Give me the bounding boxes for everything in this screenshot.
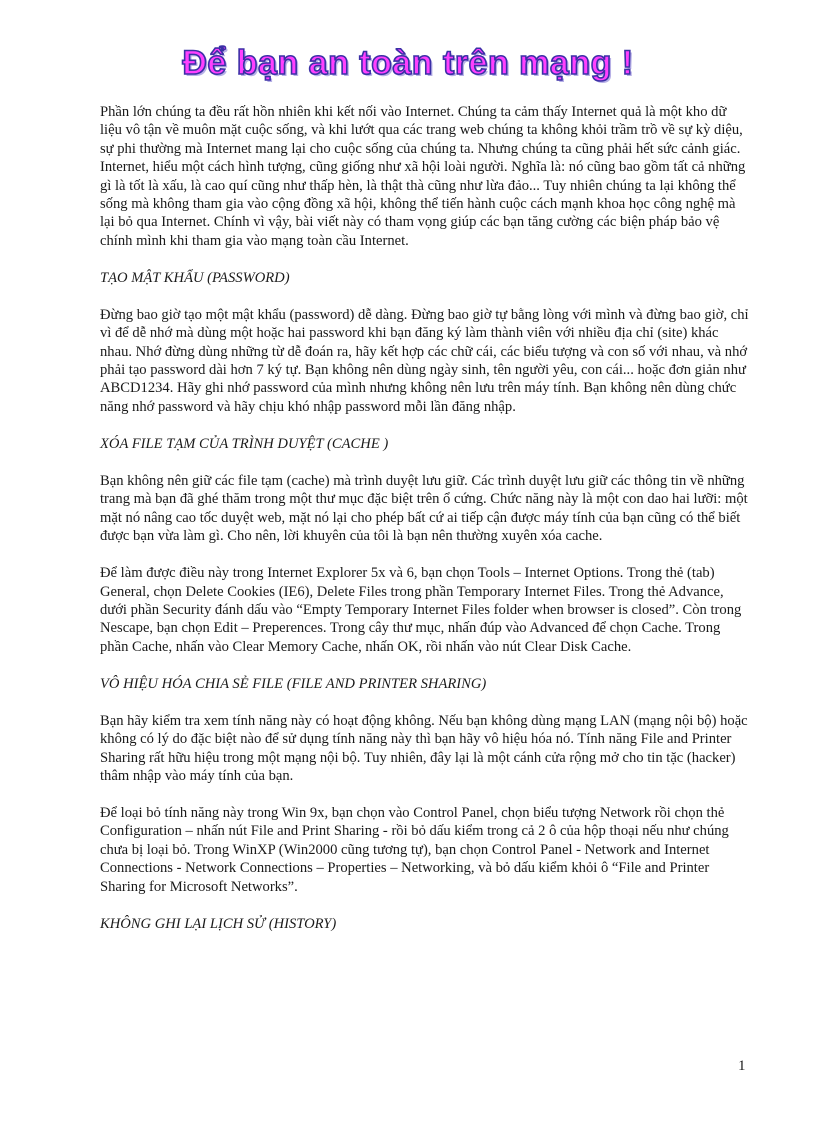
section-heading-password: TẠO MẬT KHẨU (PASSWORD) (100, 269, 290, 286)
password-paragraph: Đừng bao giờ tạo một mật khẩu (password) dễ dàng. Đừng bao giờ tự bằng lòng với mình và đừng bao giờ, chỉ vì để dễ nhớ mà dùng một hoặc hai password khi bạn đăng ký làm thành viên với nhiều địa chỉ (site) khác nhau. Nhớ đừng dùng những từ dễ đoán ra, hãy kết hợp các chữ cái, các biểu tượng và con số với nhau, và nhớ phải tạo password dài hơn 7 ký tự. Bạn không nên dùng ngày sinh, tên người yêu, con cái... hoặc đơn giản như ABCD1234. Hãy ghi nhớ password của mình nhưng không nên lưu trên máy tính. Bạn không nên dùng chức năng nhớ password và hãy chịu khó nhập password mỗi lần đăng nhập. (100, 306, 749, 415)
section-heading-sharing: VÔ HIỆU HÓA CHIA SẺ FILE (FILE AND PRINTER SHARING) (100, 675, 487, 692)
cache-paragraph-2: Để làm được điều này trong Internet Explorer 5x và 6, bạn chọn Tools – Internet Options. Trong thẻ (tab) General, chọn Delete Cookies (IE6), Delete Files trong phần Temporary Internet Files. Trong thẻ Advance, dưới phần Security đánh dấu vào “Empty Temporary Internet Files folder when browser is closed”. Còn trong Nescape, bạn chọn Edit – Preperences. Trong cây thư mục, nhấn đúp vào Advanced để chọn Cache. Trong phần Cache, nhấn vào Clear Memory Cache, nhấn OK, rồi nhấn vào nút Clear Disk Cache. (100, 565, 742, 655)
page-title: Để bạn an toàn trên mạng ! (182, 44, 634, 82)
section-heading-cache: XÓA FILE TẠM CỦA TRÌNH DUYỆT (CACHE ) (100, 435, 389, 452)
section-heading-history: KHÔNG GHI LẠI LỊCH SỬ (HISTORY) (100, 915, 337, 932)
sharing-paragraph-1: Bạn hãy kiểm tra xem tính năng này có hoạt động không. Nếu bạn không dùng mạng LAN (mạng nội bộ) hoặc không có lý do đặc biệt nào để sử dụng tính năng này thì bạn hãy vô hiệu hóa nó. Tính năng File and Printer Sharing rất hữu hiệu trong một mạng nội bộ. Tuy nhiên, đây lại là một cánh cửa rộng mở cho tin tặc (hacker) thâm nhập vào máy tính của bạn. (100, 712, 748, 784)
cache-paragraph-1: Bạn không nên giữ các file tạm (cache) mà trình duyệt lưu giữ. Các trình duyệt lưu giữ các thông tin về những trang mà bạn đã ghé thăm trong một thư mục đặc biệt trên ổ cứng. Chức năng này là một con dao hai lưỡi: một mặt nó nâng cao tốc duyệt web, mặt nó lại cho phép bất cứ ai tiếp cận được máy tính của bạn cũng có thể biết được bạn vừa làm gì. Cho nên, lời khuyên của tôi là bạn nên thường xuyên xóa cache. (100, 472, 748, 545)
sharing-paragraph-2: Để loại bỏ tính năng này trong Win 9x, bạn chọn vào Control Panel, chọn biểu tượng Network rồi chọn thẻ Configuration – nhấn nút File and Print Sharing - rồi bỏ dấu kiểm trong cả 2 ô của hộp thoại nếu như chúng chưa bị loại bỏ. Trong WinXP (Win2000 cũng tương tự), bạn chọn Control Panel - Network and Internet Connections - Network Connections – Properties – Networking, và bỏ dấu kiểm khỏi ô “File and Printer Sharing for Microsoft Networks”. (100, 804, 729, 895)
intro-paragraph: Phần lớn chúng ta đều rất hồn nhiên khi kết nối vào Internet. Chúng ta cảm thấy Internet quả là một kho dữ liệu vô tận về muôn mặt cuộc sống, và khi lướt qua các trang web chúng ta không khỏi trầm trồ về sự kỳ diệu, sự phi thường mà Internet mang lại cho cuộc sống của chúng ta. Nhưng chúng ta cũng phải hết sức cảnh giác. Internet, hiểu một cách hình tượng, cũng giống như xã hội loài người. Nghĩa là: nó cũng bao gồm tất cả những gì là tốt là xấu, là cao quí cũng như thấp hèn, là thật thà cũng như lừa đảo... Tuy nhiên chúng ta lại không thể sống mà không tham gia vào cộng đồng xã hội, không thể tiến hành cuộc cách mạnh khoa học công nghệ mà lại bỏ qua Internet. Chính vì vậy, bài viết này có tham vọng giúp các bạn tăng cường các biện pháp bảo vệ chính mình khi tham gia vào mạng toàn cầu Internet. (100, 104, 746, 249)
article-body (100, 103, 750, 952)
page-number: 1 (738, 1058, 746, 1074)
